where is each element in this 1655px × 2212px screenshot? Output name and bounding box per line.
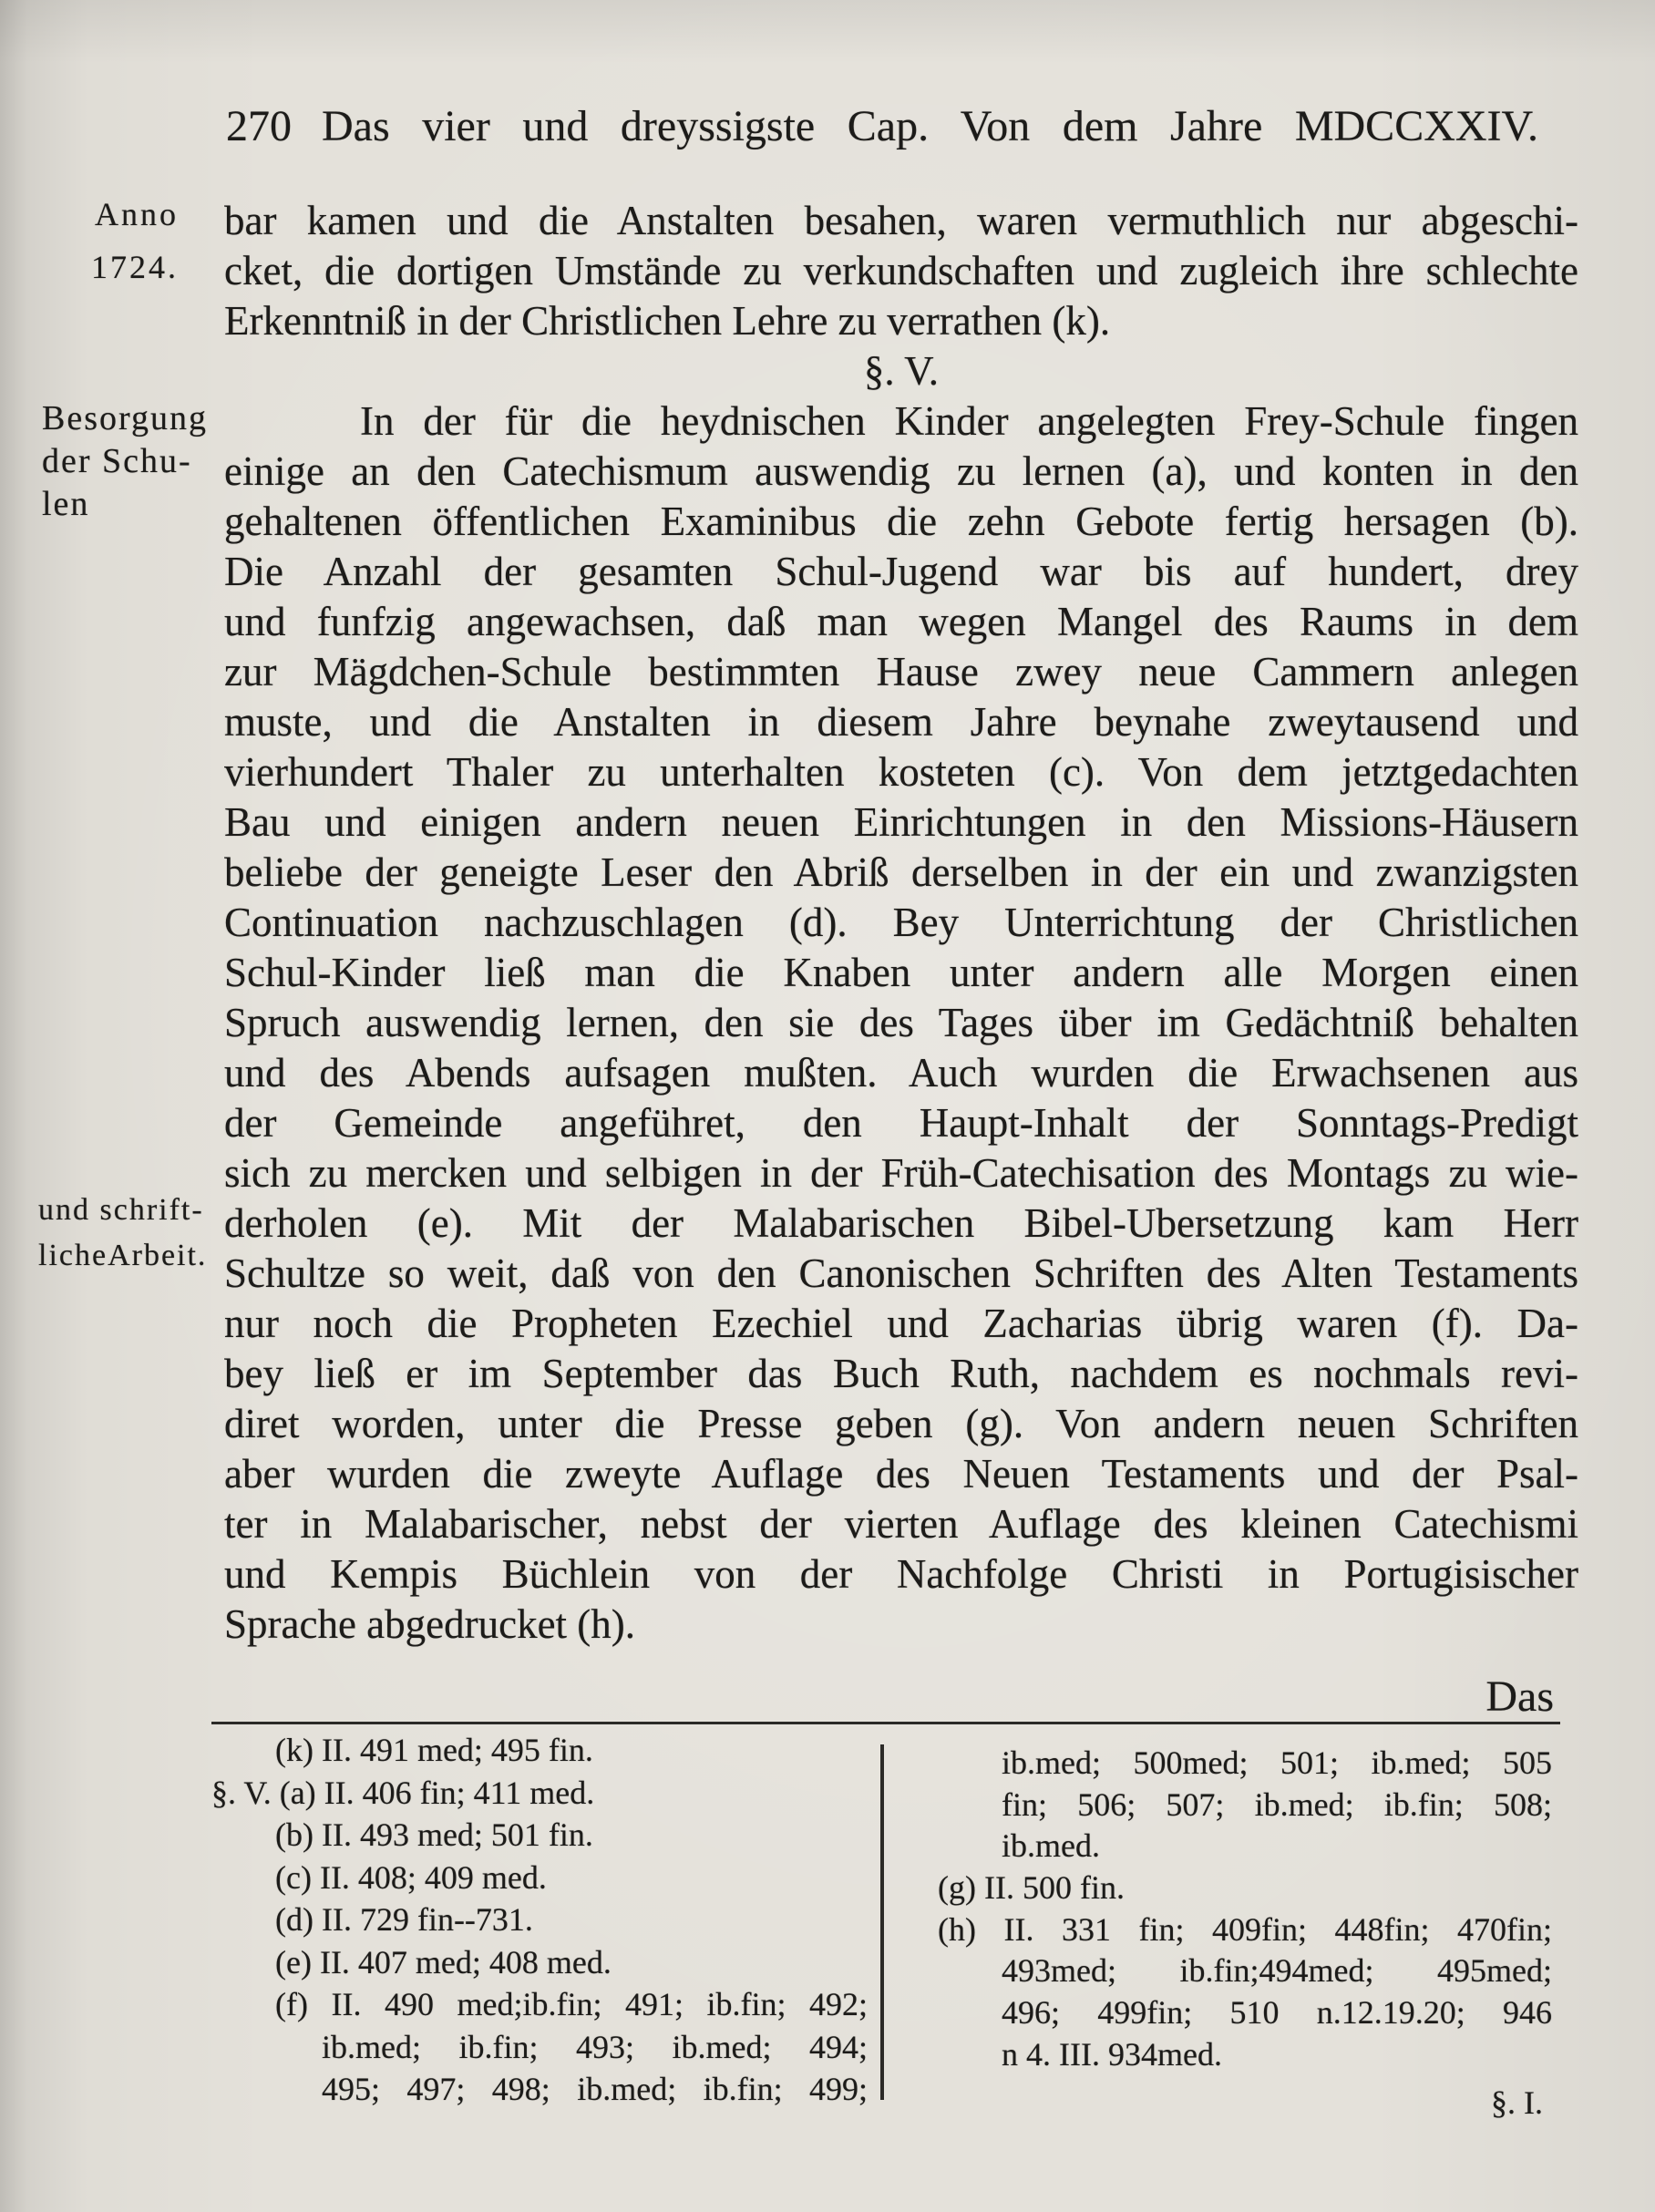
- footnote-line: 496; 499fin; 510 n.12.19.20; 946: [1002, 1994, 1552, 2032]
- margin-note-line: und schrift-: [38, 1193, 204, 1227]
- text-line: der Gemeinde angeführet, den Haupt-Inhalt der Sonntags-Predigt: [224, 1100, 1578, 1146]
- margin-note-year: [60, 188, 179, 293]
- footnote-line: (b) II. 493 med; 501 fin.: [275, 1816, 593, 1853]
- text-line: und des Abends aufsagen mußten. Auch wurden die Erwachsenen aus: [224, 1050, 1578, 1096]
- text-line: aber wurden die zweyte Auflage des Neuen Testaments und der Psal-: [224, 1451, 1578, 1497]
- text-line: und funfzig angewachsen, daß man wegen Mangel des Raums in dem: [224, 599, 1578, 644]
- text-line: Bau und einigen andern neuen Einrichtungen in den Missions-Häusern: [224, 799, 1578, 845]
- text-line: Sprache abgedrucket (h).: [224, 1601, 636, 1647]
- signature-mark: §. I.: [1491, 2084, 1543, 2121]
- footnote-line: (e) II. 407 med; 408 med.: [275, 1943, 612, 1981]
- text-line: Spruch auswendig lernen, den sie des Tages über im Gedächtniß behalten: [224, 1000, 1578, 1045]
- margin-note-line: 1724.: [91, 249, 179, 285]
- text-line: zur Mägdchen-Schule bestimmten Hause zwey neue Cammern anlegen: [224, 649, 1578, 694]
- text-line: nur noch die Propheten Ezechiel und Zacharias übrig waren (f). Da-: [224, 1301, 1578, 1346]
- running-head: [226, 100, 1538, 153]
- text-line: sich zu mercken und selbigen in der Früh-Catechisation des Montags zu wie-: [224, 1150, 1578, 1196]
- text-line: Die Anzahl der gesamten Schul-Jugend war bis auf hundert, drey: [224, 549, 1578, 594]
- body-text: [224, 196, 1578, 1650]
- catchword: Das: [1485, 1672, 1554, 1721]
- margin-note-line: licheArbeit.: [38, 1239, 208, 1272]
- section-heading: §. V.: [863, 348, 940, 394]
- page-number: 270: [226, 102, 292, 150]
- text-line: gehaltenen öffentlichen Examinibus die zehn Gebote fertig hersagen (b).: [224, 499, 1578, 544]
- text-line: derholen (e). Mit der Malabarischen Bibel-Ubersetzung kam Herr: [224, 1200, 1578, 1246]
- text-line: vierhundert Thaler zu unterhalten kosteten (c). Von dem jetztgedachten: [224, 749, 1578, 795]
- text-line: einige an den Catechismum auswendig zu lernen (a), und konten in den: [224, 448, 1578, 494]
- text-line: muste, und die Anstalten in diesem Jahre beynahe zweytausend und: [224, 699, 1578, 745]
- footnote-line: fin; 506; 507; ib.med; ib.fin; 508;: [1002, 1785, 1552, 1823]
- margin-note-schools: [42, 397, 217, 526]
- text-line: diret worden, unter die Presse geben (g). Von andern neuen Schriften: [224, 1401, 1578, 1446]
- margin-note-line: Besorgung: [42, 399, 208, 437]
- footnote-line: 493med; ib.fin;494med; 495med;: [1002, 1952, 1552, 1990]
- footnote-line: §. V. (a) II. 406 fin; 411 med.: [211, 1774, 595, 1811]
- running-title: Das vier und dreyssigste Cap. Von dem Jahre MDCCXXIV.: [322, 102, 1538, 150]
- text-line: Schultze so weit, daß von den Canonischen Schriften des Alten Testaments: [224, 1250, 1578, 1296]
- text-line: In der für die heydnischen Kinder angelegten Frey-Schule fingen: [360, 398, 1578, 444]
- footnote-line: ib.med.: [1002, 1827, 1100, 1865]
- margin-note-writing: [38, 1188, 219, 1279]
- footnote-line: ib.med; 500med; 501; ib.med; 505: [1002, 1744, 1552, 1781]
- footnote-line: (k) II. 491 med; 495 fin.: [275, 1732, 593, 1768]
- footnote-line: (c) II. 408; 409 med.: [275, 1858, 547, 1896]
- text-line: Erkenntniß in der Christlichen Lehre zu verrathen (k).: [224, 298, 1111, 344]
- footnotes-right-column: [938, 1743, 1552, 2076]
- text-line: Continuation nachzuschlagen (d). Bey Unterrichtung der Christlichen: [224, 900, 1578, 945]
- text-line: ter in Malabarischer, nebst der vierten Auflage des kleinen Catechismi: [224, 1501, 1578, 1547]
- text-line: Schul-Kinder ließ man die Knaben unter andern alle Morgen einen: [224, 950, 1578, 995]
- margin-note-line: len: [42, 485, 90, 523]
- footnotes-left-column: [211, 1729, 868, 2111]
- text-line: und Kempis Büchlein von der Nachfolge Christi in Portugisischer: [224, 1551, 1578, 1597]
- footnote-line: (d) II. 729 fin--731.: [275, 1901, 533, 1938]
- margin-note-line: Anno: [95, 196, 179, 232]
- footnote-rule: [211, 1722, 1560, 1724]
- text-line: cket, die dortigen Umstände zu verkundschaften und zugleich ihre schlechte: [224, 248, 1578, 293]
- text-line: bey ließ er im September das Buch Ruth, nachdem es nochmals revi-: [224, 1351, 1578, 1396]
- footnote-line: 495; 497; 498; ib.med; ib.fin; 499;: [322, 2071, 868, 2107]
- footnote-line: (f) II. 490 med;ib.fin; 491; ib.fin; 492;: [275, 1986, 868, 2022]
- footnote-line: (h) II. 331 fin; 409fin; 448fin; 470fin;: [938, 1910, 1552, 1948]
- footnote-line: (g) II. 500 fin.: [938, 1869, 1125, 1907]
- text-line: beliebe der geneigte Leser den Abriß derselben in der ein und zwanzigsten: [224, 849, 1578, 895]
- footnote-line: n 4. III. 934med.: [1002, 2035, 1222, 2073]
- margin-note-line: der Schu-: [42, 442, 192, 480]
- footnote-line: ib.med; ib.fin; 493; ib.med; 494;: [322, 2028, 868, 2065]
- column-divider: [880, 1744, 884, 2100]
- text-line: bar kamen und die Anstalten besahen, waren vermuthlich nur abgeschi-: [224, 198, 1578, 243]
